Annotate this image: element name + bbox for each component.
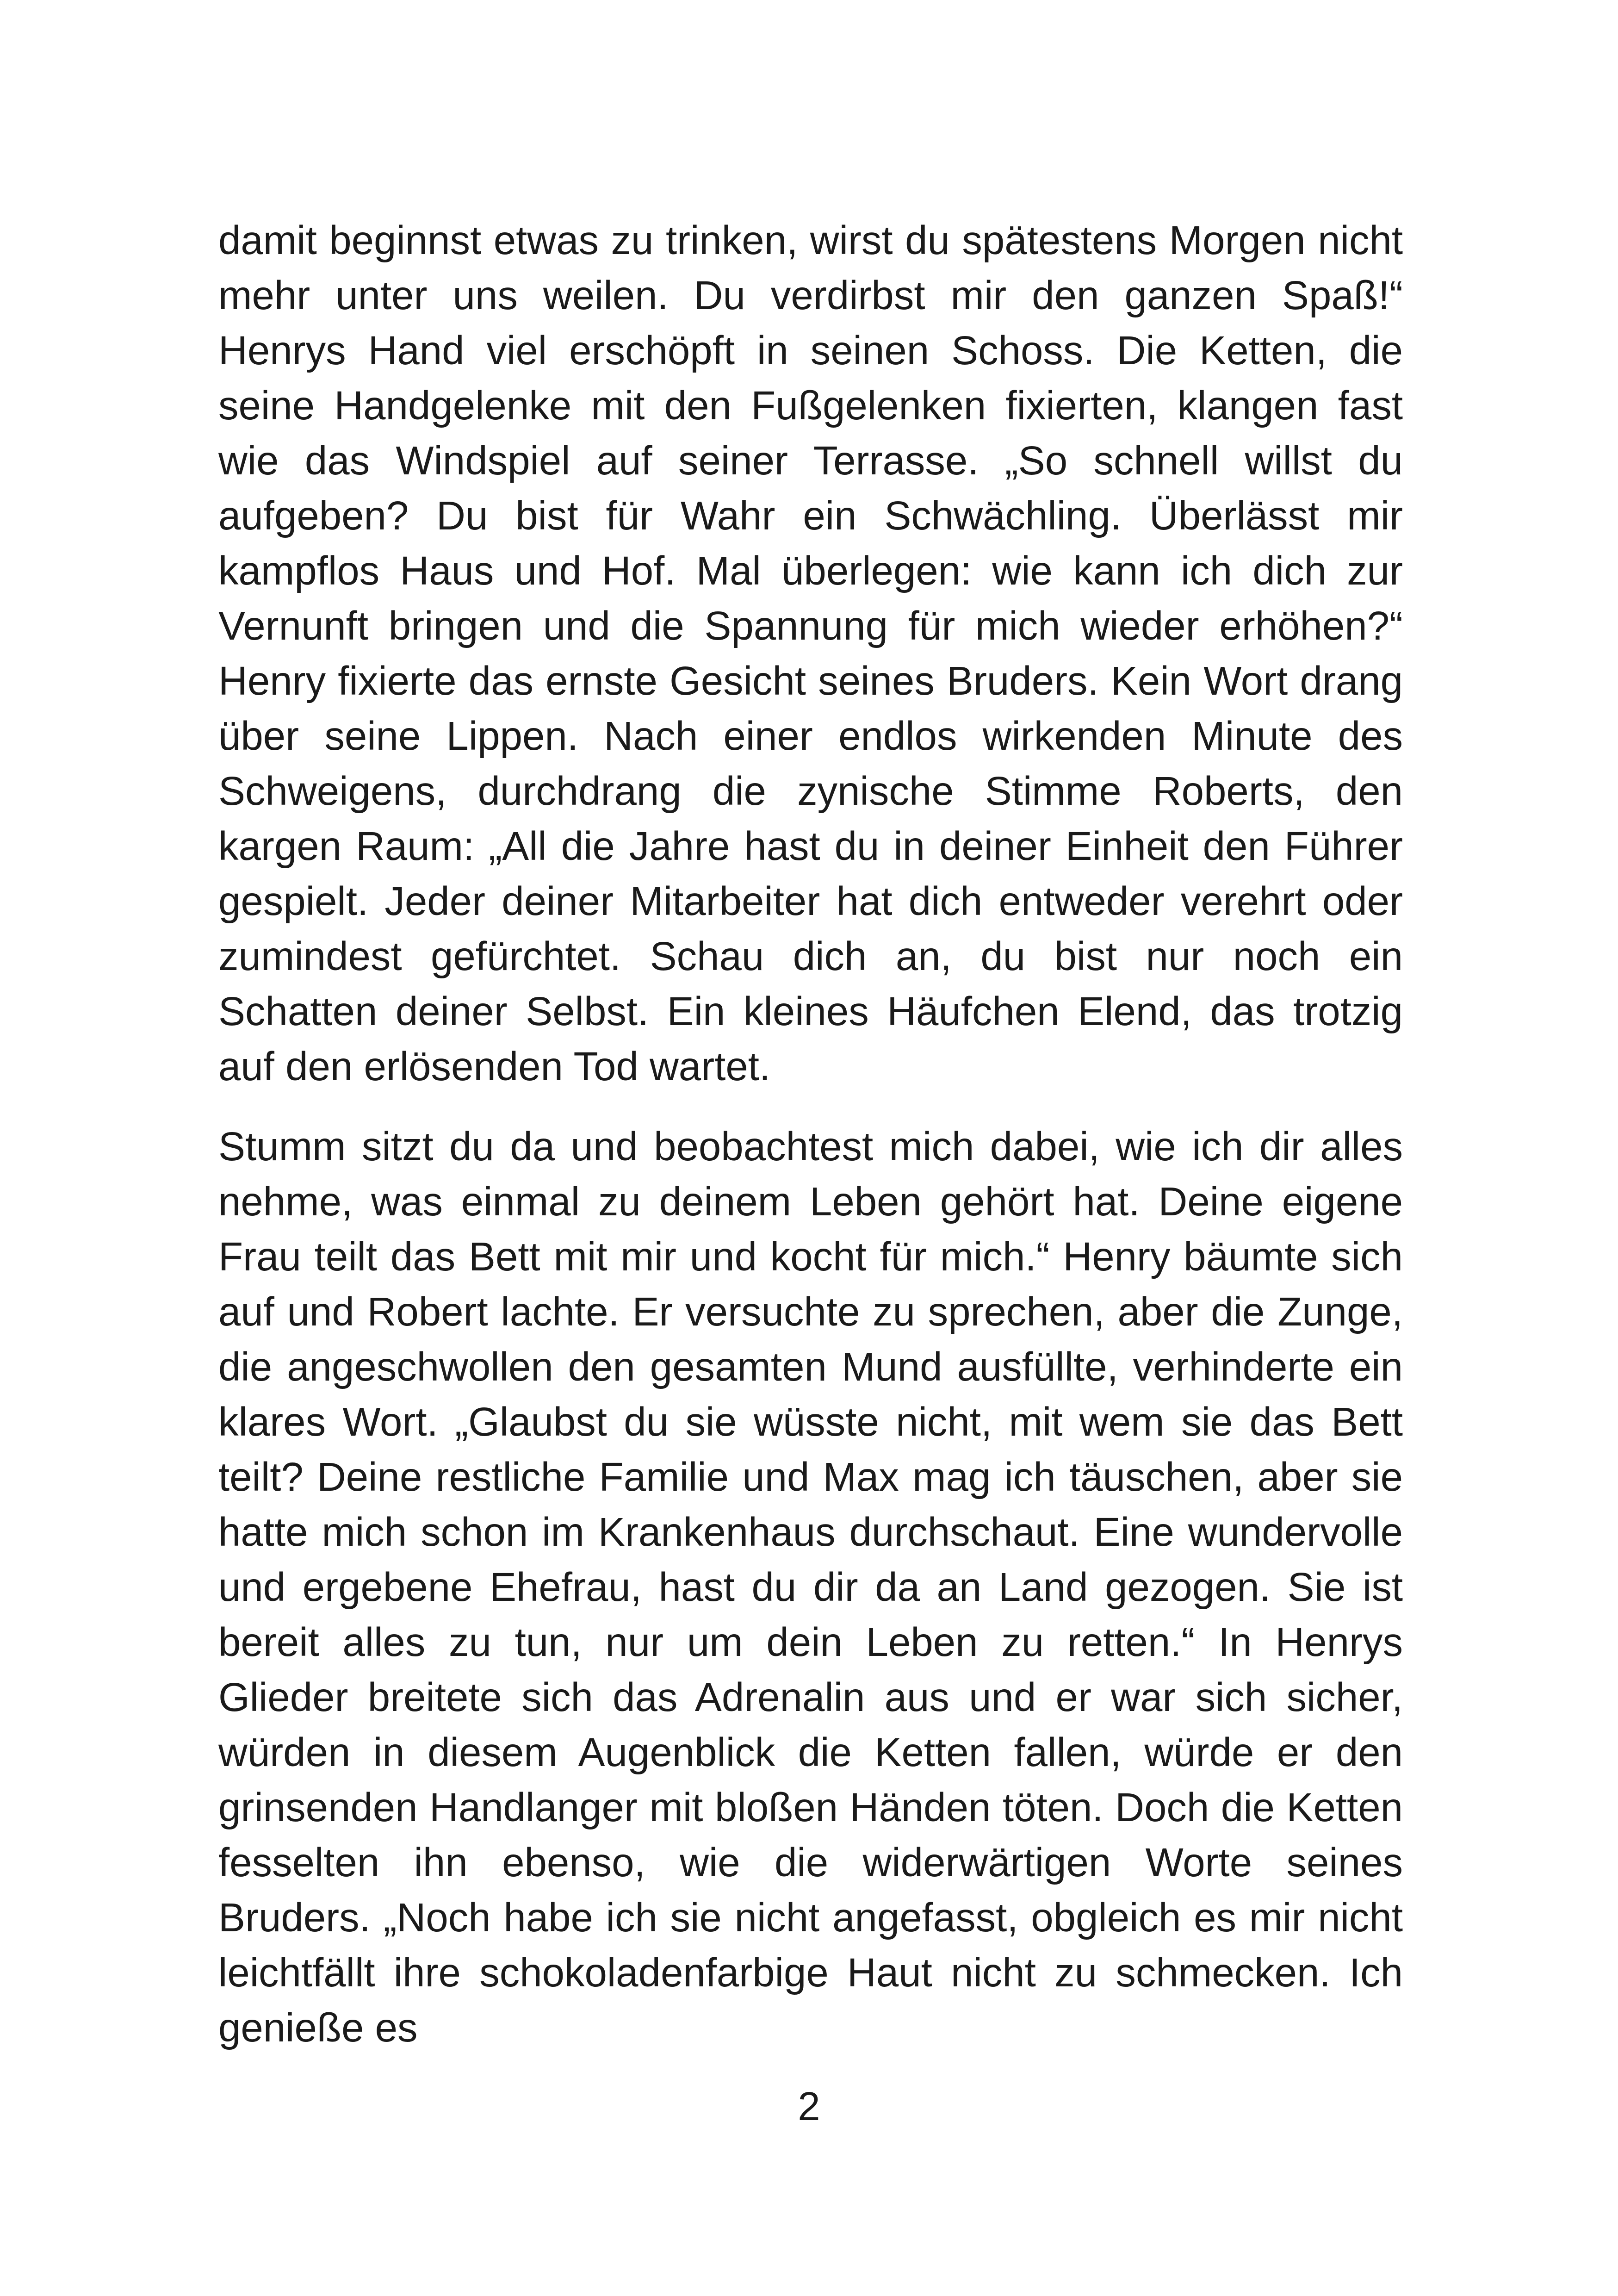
paragraph-1: damit beginnst etwas zu trinken, wirst du spätestens Morgen nicht mehr unter uns weilen. Du verdirbst mir den ganzen Spaß!“ Henrys Hand viel erschöpft in seinen Schoss. Die Ketten, die seine Handgelenke mit den Fußgelenken fixierten, klangen fast wie das Windspiel auf seiner Terrasse. „So schnell willst du aufgeben? Du bist für Wahr ein Schwächling. Überlässt mir kampflos Haus und Hof. Mal überlegen: wie kann ich dich zur Vernunft bringen und die Spannung für mich wieder erhöhen?“ Henry fixierte das ernste Gesicht seines Bruders. Kein Wort drang über seine Lippen. Nach einer endlos wirkenden Minute des Schweigens, durchdrang die zynische Stimme Roberts, den kargen Raum: „All die Jahre hast du in deiner Einheit den Führer gespielt. Jeder deiner Mitarbeiter hat dich entweder verehrt oder zumindest gefürchtet. Schau dich an, du bist nur noch ein Schatten deiner Selbst. Ein kleines Häufchen Elend, das trotzig auf den erlösenden Tod wartet. — [218, 218, 1403, 1089]
page-number: 2 — [798, 2084, 820, 2129]
paragraph-2: Stumm sitzt du da und beobachtest mich dabei, wie ich dir alles nehme, was einmal zu deinem Leben gehört hat. Deine eigene Frau teilt das Bett mit mir und kocht für mich.“ Henry bäumte sich auf und Robert lachte. Er versuchte zu sprechen, aber die Zunge, die angeschwollen den gesamten Mund ausfüllte, verhinderte ein klares Wort. „Glaubst du sie wüsste nicht, mit wem sie das Bett teilt? Deine restliche Familie und Max mag ich täuschen, aber sie hatte mich schon im Krankenhaus durchschaut. Eine wundervolle und ergebene Ehefrau, hast du dir da an Land gezogen. Sie ist bereit alles zu tun, nur um dein Leben zu retten.“ In Henrys Glieder breitete sich das Adrenalin aus und er war sich sicher, würden in diesem Augenblick die Ketten fallen, würde er den grinsenden Handlanger mit bloßen Händen töten. Doch die Ketten fesselten ihn ebenso, wie die widerwärtigen Worte seines Bruders. „Noch habe ich sie nicht angefasst, obgleich es mir nicht leichtfällt ihre schokoladenfarbige Haut nicht zu schmecken. Ich genieße es — [218, 1124, 1403, 2050]
body-text — [218, 213, 1403, 2055]
